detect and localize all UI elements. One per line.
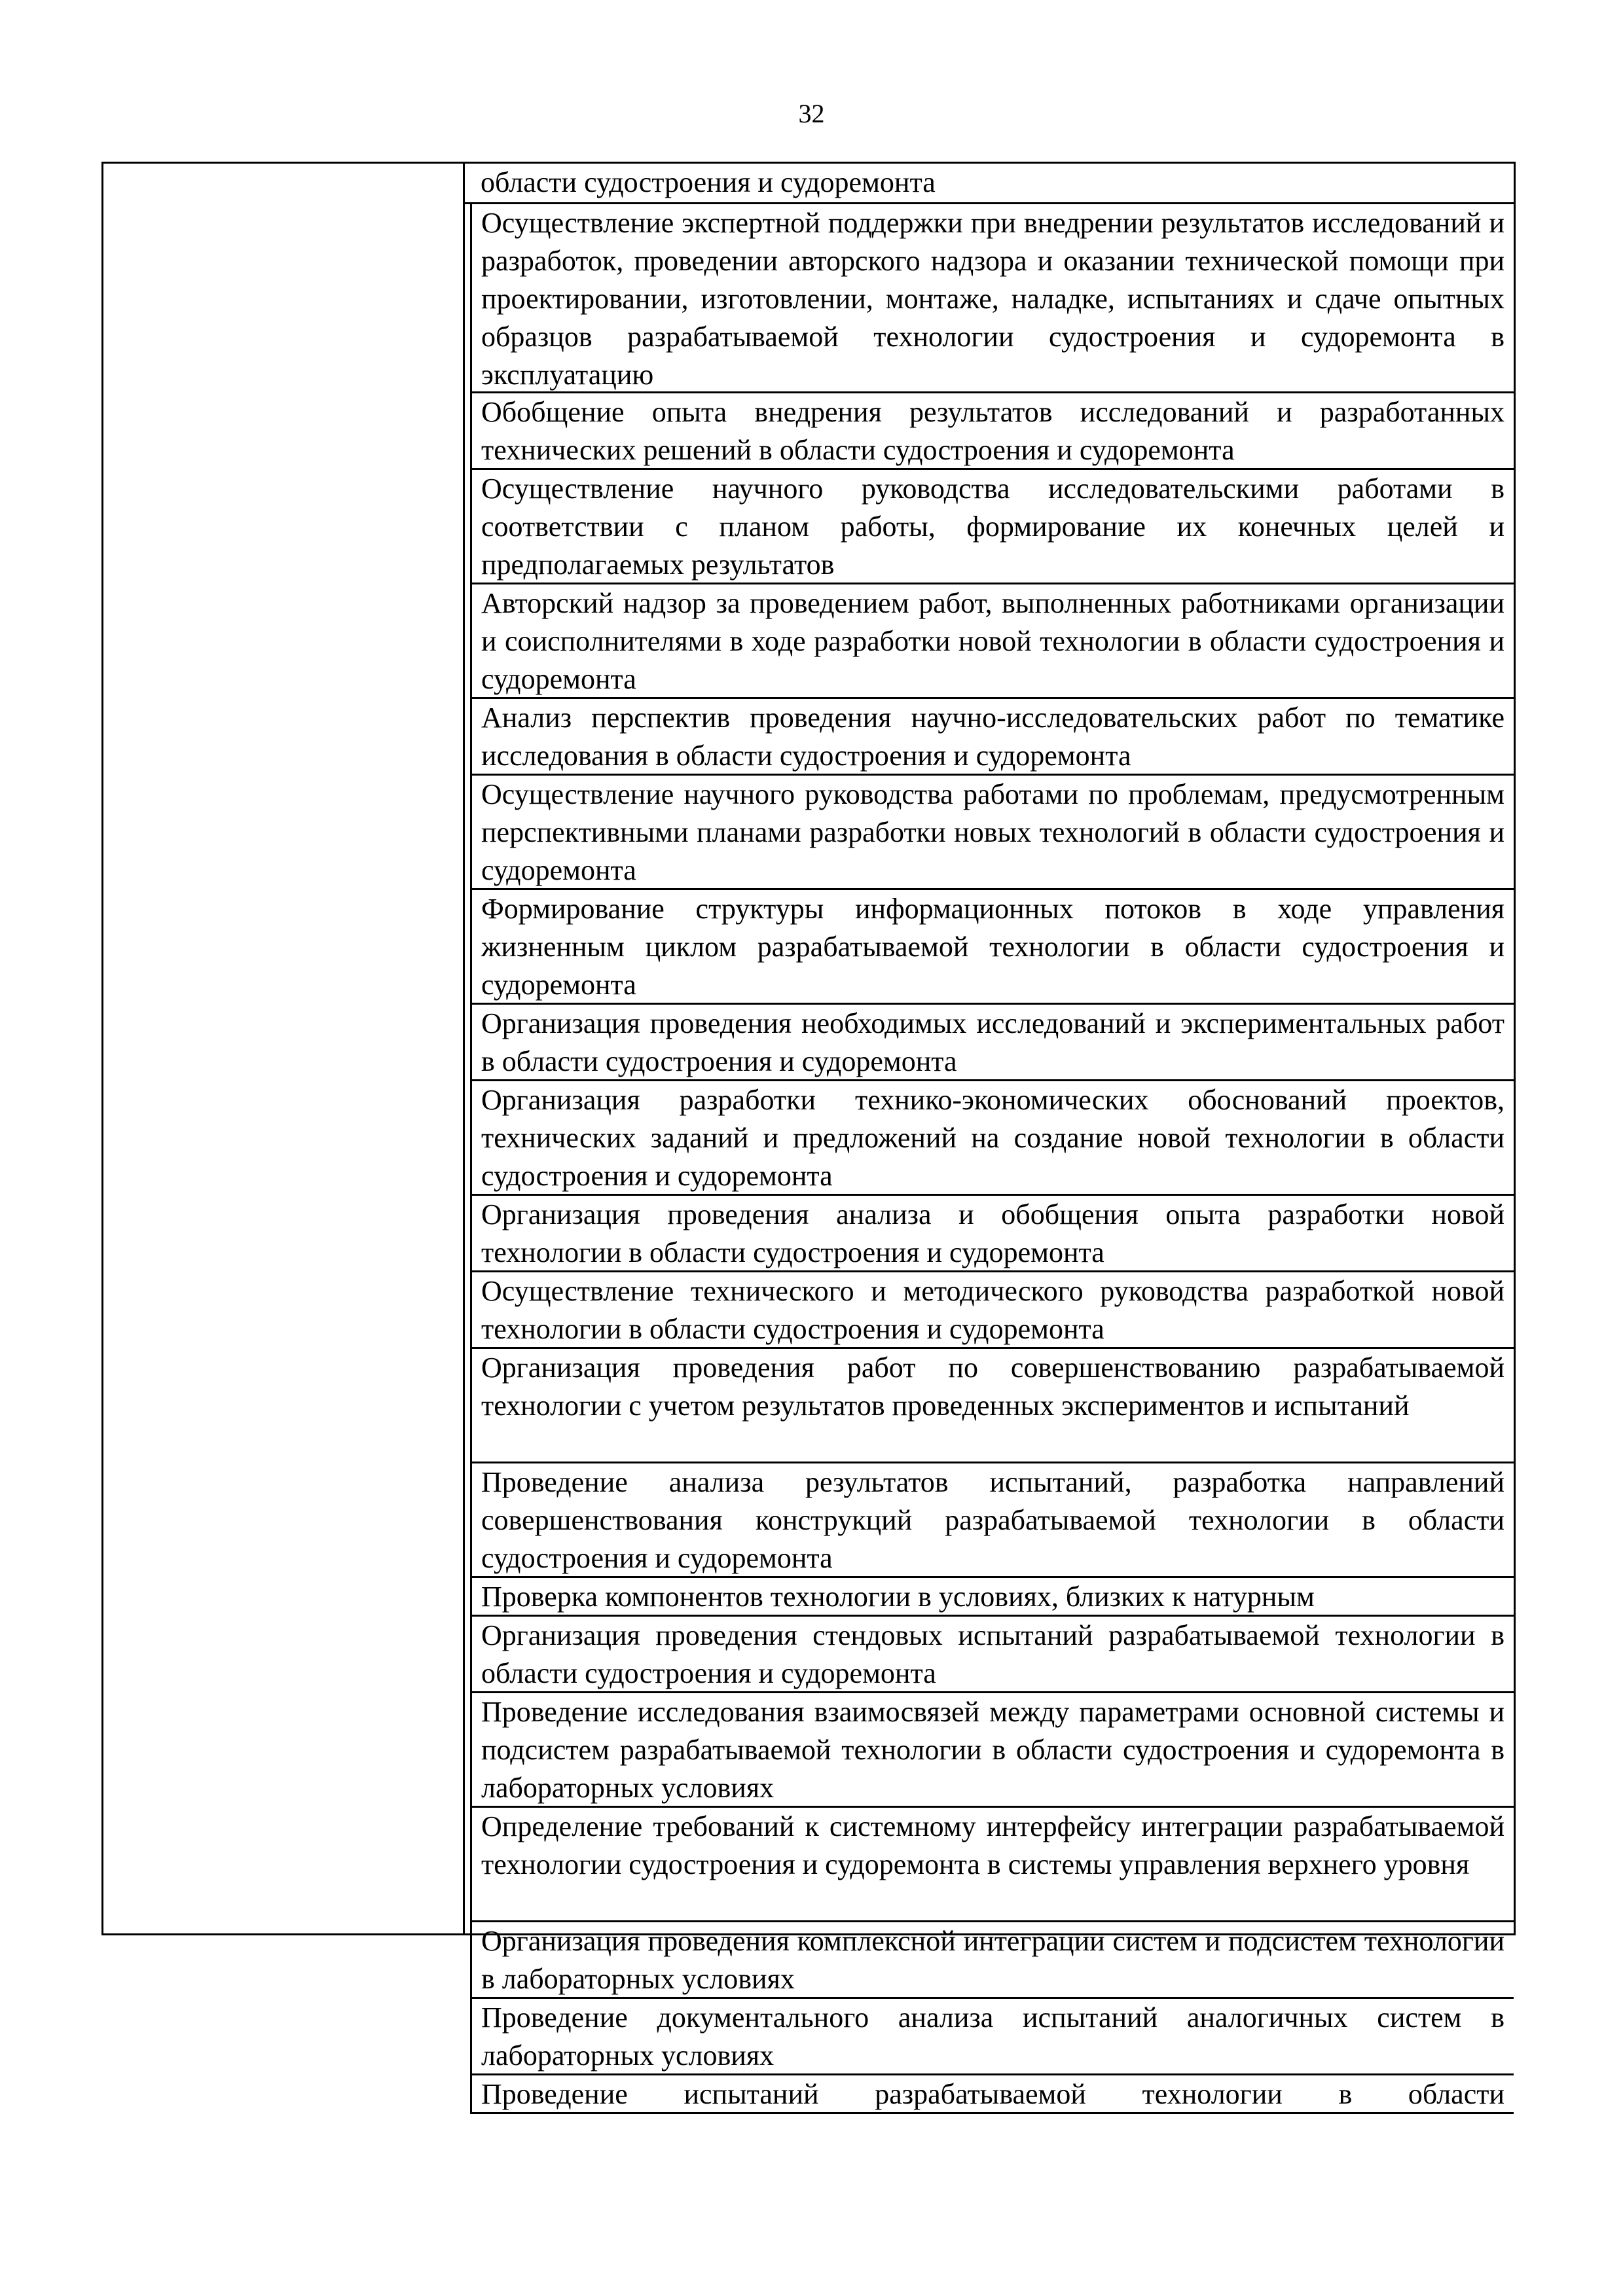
table-row: Осуществление экспертной поддержки при внедрении результатов исследований и разработок, проведении авторского надзора и оказании технической помощи при проектировании, изготовлении, монтаже, наладке, испытаниях и сдаче опытных образцов разрабатываемой технологии судостроения и судоремонта в эксплуатацию	[470, 202, 1514, 393]
table-row: Формирование структуры информационных потоков в ходе управления жизненным циклом разрабатываемой технологии в области судостроения и судоремонта	[470, 888, 1514, 1005]
table-row: Проведение исследования взаимосвязей между параметрами основной системы и подсистем разрабатываемой технологии в области судостроения и судоремонта в лабораторных условиях	[470, 1691, 1514, 1808]
table-row: Определение требований к системному интерфейсу интеграции разрабатываемой технологии судостроения и судоремонта в системы управления верхнего уровня	[470, 1806, 1514, 1922]
table-row: Осуществление научного руководства работами по проблемам, предусмотренным перспективными планами разработки новых технологий в области судостроения и судоремонта	[470, 774, 1514, 890]
table-row: Проведение анализа результатов испытаний, разработка направлений совершенствования конструкций разрабатываемой технологии в области судостроения и судоремонта	[470, 1462, 1514, 1578]
table-row: Осуществление научного руководства исследовательскими работами в соответствии с планом работы, формирование их конечных целей и предполагаемых результатов	[470, 468, 1514, 584]
page-number: 32	[798, 99, 825, 128]
table-row: Проведение испытаний разрабатываемой технологии в области	[470, 2073, 1514, 2114]
table-row: Осуществление технического и методического руководства разработкой новой технологии в области судостроения и судоремонта	[470, 1270, 1514, 1349]
table-row: Организация проведения необходимых исследований и экспериментальных работ в области судостроения и судоремонта	[470, 1003, 1514, 1081]
table-row: Организация проведения работ по совершенствованию разрабатываемой технологии с учетом результатов проведенных экспериментов и испытаний	[470, 1347, 1514, 1463]
table-right-column	[465, 164, 1514, 2110]
table-row: Проведение документального анализа испытаний аналогичных систем в лабораторных условиях	[470, 1997, 1514, 2075]
table-row: Организация разработки технико-экономических обоснований проектов, технических заданий и предложений на создание новой технологии в области судостроения и судоремонта	[470, 1079, 1514, 1196]
table-left-column	[103, 164, 465, 1933]
table-row: Проверка компонентов технологии в условиях, близких к натурным	[470, 1576, 1514, 1617]
table-row: Организация проведения анализа и обобщения опыта разработки новой технологии в области судостроения и судоремонта	[470, 1194, 1514, 1272]
table-row: Организация проведения стендовых испытаний разрабатываемой технологии в области судостроения и судоремонта	[470, 1615, 1514, 1693]
table-row: Авторский надзор за проведением работ, выполненных работниками организации и соисполнителями в ходе разработки новой технологии в области судостроения и судоремонта	[470, 583, 1514, 699]
duties-table	[101, 162, 1516, 2110]
table-row: Организация проведения комплексной интеграции систем и подсистем технологии в лабораторных условиях	[470, 1920, 1514, 1999]
table-row: Обобщение опыта внедрения результатов исследований и разработанных технических решений в области судостроения и судоремонта	[470, 391, 1514, 470]
table-row: области судостроения и судоремонта	[465, 164, 1514, 204]
table-row: Анализ перспектив проведения научно-исследовательских работ по тематике исследования в области судостроения и судоремонта	[470, 697, 1514, 776]
